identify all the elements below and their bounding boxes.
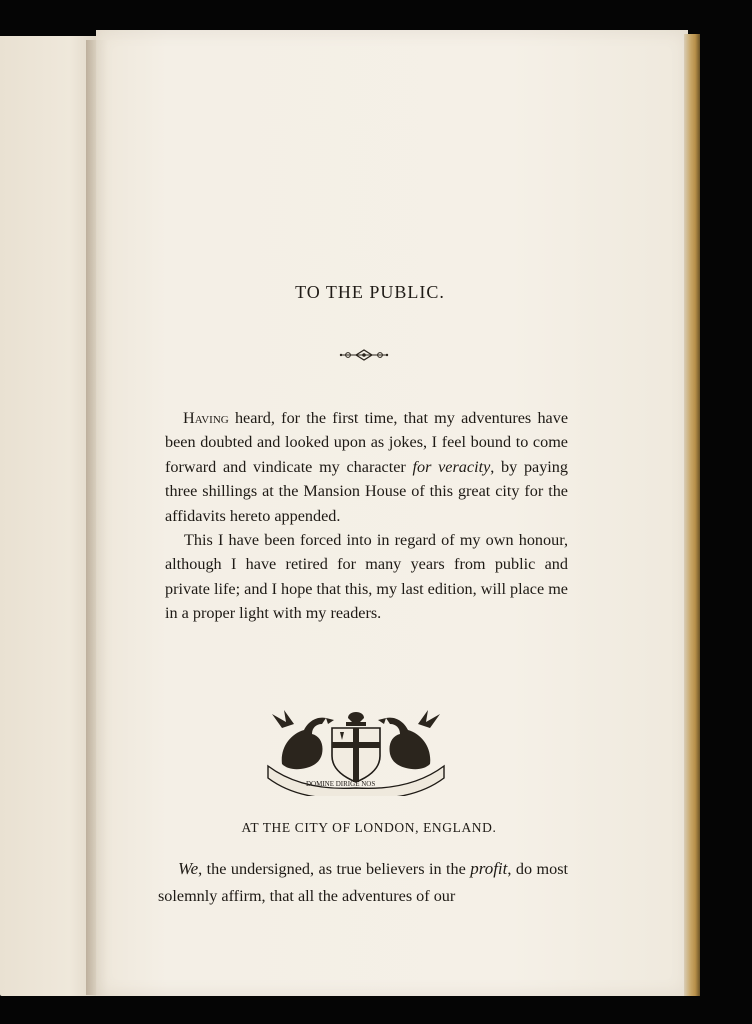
book-gutter <box>86 40 108 995</box>
affirmation-text <box>158 855 568 910</box>
location-heading: AT THE CITY OF LONDON, ENGLAND. <box>241 820 497 835</box>
paragraph-1-text-b: , by paying three shillings at the Mansion House of this great city for the affidavits hereto appended. <box>165 457 568 525</box>
paragraph-1 <box>165 406 568 528</box>
left-page <box>0 36 100 996</box>
paragraph-1-lead: Having <box>183 409 229 427</box>
preface-text <box>165 406 568 626</box>
ornament-divider <box>338 348 390 362</box>
paragraph-1-text-a: heard, for the first time, that my adventures have been doubted and looked upon as jokes, I feel bound to come forward and vindicate my character <box>165 409 568 476</box>
paragraph-2: This I have been forced into in regard of my own honour, although I have retired for many years from public and private life; and I hope that this, my last edition, will place me in a proper light with my readers. <box>165 531 568 623</box>
affirmation-text-b: , do most solemnly affirm, that all the adventures of our <box>158 860 568 905</box>
affirmation-text-a: , the undersigned, as true believers in the <box>198 860 471 878</box>
crest-motto: DOMINE DIRIGE NOS <box>306 780 376 788</box>
city-of-london-crest <box>262 704 450 796</box>
affirmation-italic: profit <box>470 859 508 878</box>
page-edges <box>684 34 700 996</box>
paragraph-1-italic: for veracity <box>412 457 491 476</box>
affirmation-paragraph <box>158 855 568 910</box>
affirmation-lead: We <box>178 859 199 878</box>
page-heading: TO THE PUBLIC. <box>295 282 445 302</box>
